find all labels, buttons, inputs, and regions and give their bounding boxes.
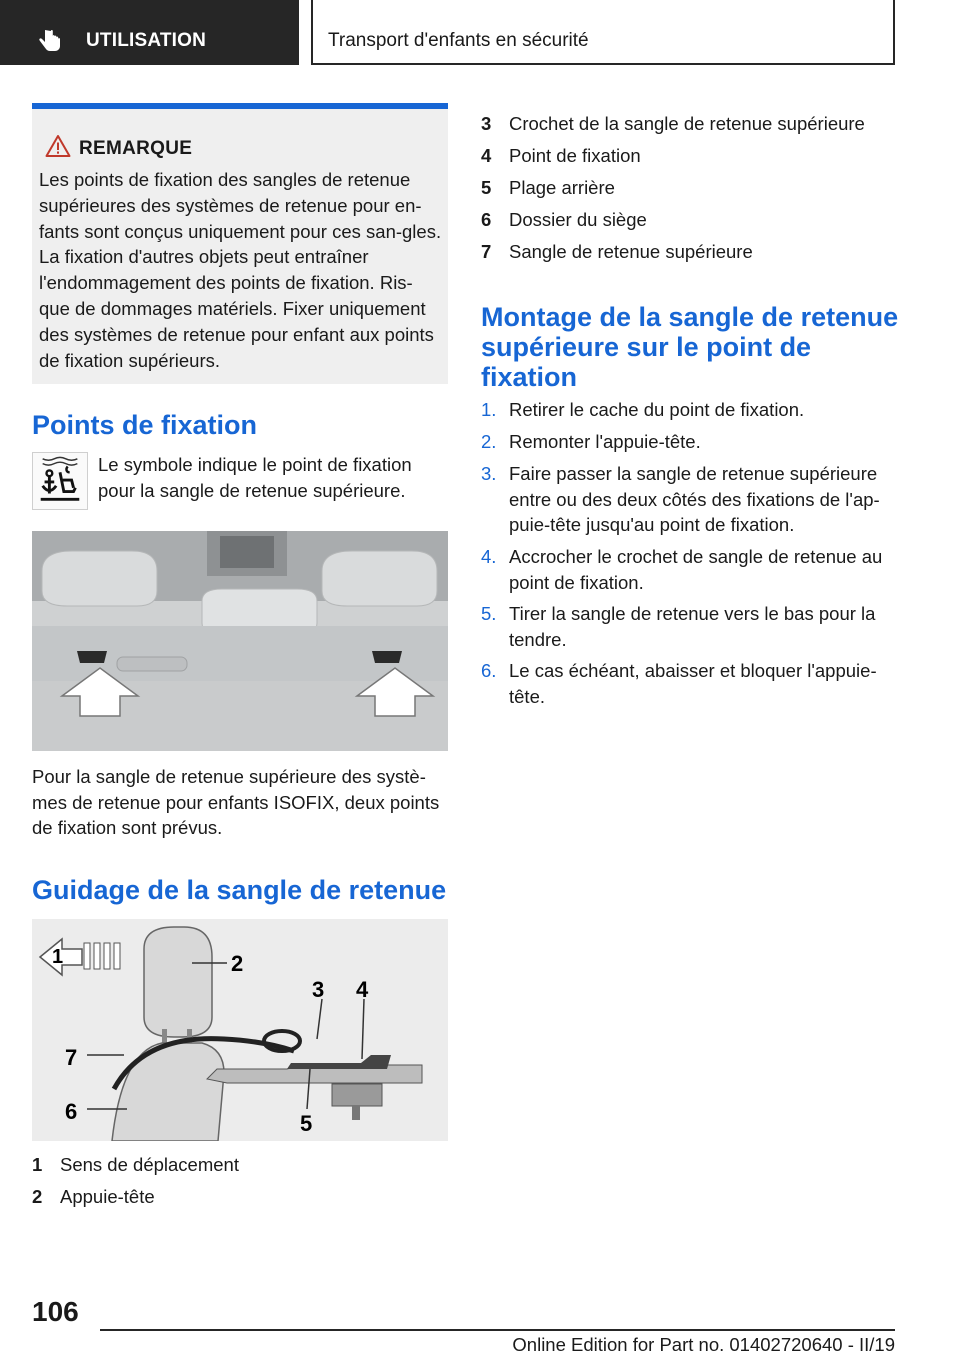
section-title: UTILISATION	[86, 30, 207, 51]
diagram-label-1: 1	[52, 946, 64, 968]
diagram-label-4: 4	[356, 977, 369, 1002]
chapter-title: Transport d'enfants en sécurité	[328, 30, 589, 51]
symbol-description: Le symbole indique le point de fixation pour la sangle de retenue supérieure.	[98, 454, 412, 501]
notice-title: REMARQUE	[79, 138, 193, 159]
hand-icon	[36, 27, 64, 55]
strap-routing-diagram	[32, 919, 448, 1141]
diagram-label-2: 2	[231, 951, 244, 976]
diagram-label-5: 5	[300, 1111, 313, 1136]
photo-description: Pour la sangle de retenue supérieure des systè-mes de retenue pour enfants ISOFIX, deux points de fixation sont prévus.	[32, 766, 440, 838]
notice-box	[32, 103, 448, 384]
heading-guidage: Guidage de la sangle de retenue	[32, 875, 447, 905]
diagram-label-3: 3	[312, 977, 325, 1002]
diagram-label-7: 7	[65, 1045, 78, 1070]
chapter-tab	[311, 0, 895, 65]
warning-icon	[45, 134, 71, 158]
notice-text: Les points de fixation des sangles de retenue supérieures des systèmes de retenue pour en-fants sont conçus uniquement pour ces san-gles. La fixation d'autres objets peut entraîner l'endommagement des points de fixation. Ris-que de dommages matériels. Fixer uniquement des systèmes de retenue pour enfant aux points de fixation supérieurs.	[39, 169, 442, 371]
heading-montage: Montage de la sangle de retenue supérieure sur le point de fixation	[481, 302, 899, 392]
diagram-label-6: 6	[65, 1099, 78, 1124]
anchor-points-photo	[32, 531, 448, 751]
section-tab	[0, 0, 299, 65]
child-seat-anchor-icon	[32, 452, 88, 510]
heading-points-de-fixation: Points de fixation	[32, 410, 258, 440]
page-number: 106	[32, 1296, 79, 1327]
footer-divider	[100, 1329, 895, 1331]
edition-info: Online Edition for Part no. 01402720640 - II/19	[512, 1334, 895, 1355]
